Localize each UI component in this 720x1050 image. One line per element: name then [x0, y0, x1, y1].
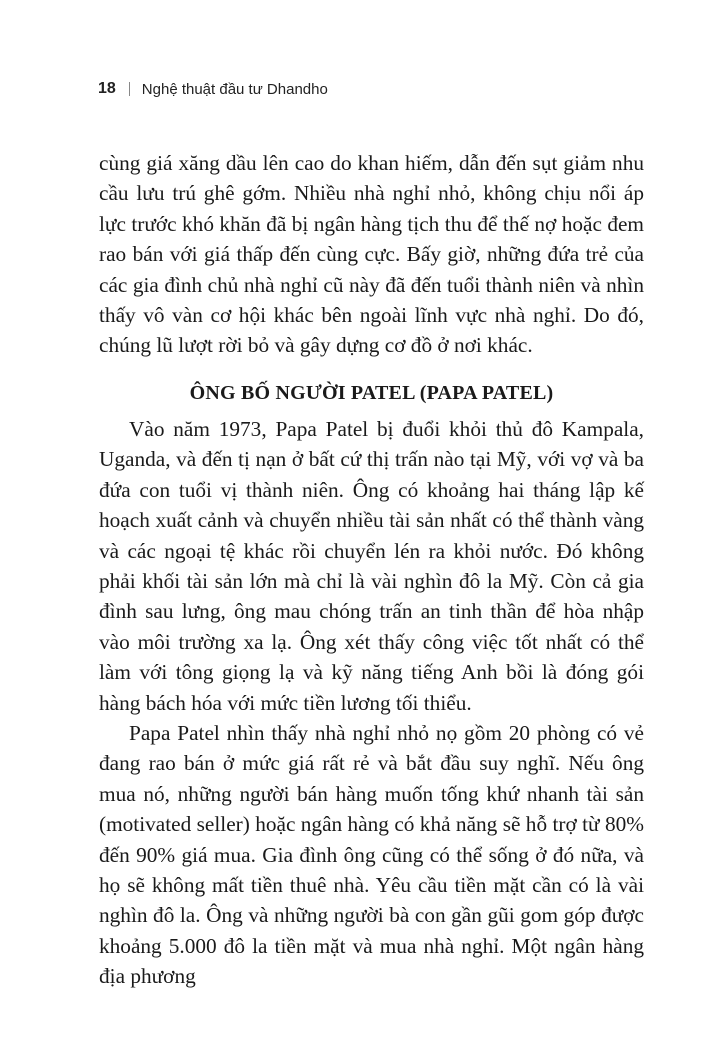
body-text-section-2: [99, 718, 644, 992]
body-text-opening: [99, 148, 644, 361]
running-header: [98, 80, 328, 98]
paragraph-continuation: cùng giá xăng dầu lên cao do khan hiếm, dẫn đến sụt giảm nhu cầu lưu trú ghê gớm. Nhiều nhà nghỉ nhỏ, không chịu nổi áp lực trước khó khăn đã bị ngân hàng tịch thu để thế nợ hoặc đem rao bán với giá thấp đến cùng cực. Bấy giờ, những đứa trẻ của các gia đình chủ nhà nghỉ cũ này đã đến tuổi thành niên và nhìn thấy vô vàn cơ hội khác bên ngoài lĩnh vực nhà nghỉ. Do đó, chúng lũ lượt rời bỏ và gây dựng cơ đồ ở nơi khác.: [99, 151, 644, 358]
book-title: Nghệ thuật đầu tư Dhandho: [141, 80, 328, 98]
header-divider: [129, 82, 130, 96]
body-text-section-1: [99, 414, 644, 718]
paragraph: Papa Patel nhìn thấy nhà nghỉ nhỏ nọ gồm 20 phòng có vẻ đang rao bán ở mức giá rất rẻ và bắt đầu suy nghĩ. Nếu ông mua nó, những người bán hàng muốn tống khứ nhanh tài sản (motivated seller) hoặc ngân hàng có khả năng sẽ hỗ trợ từ 80% đến 90% giá mua. Gia đình ông cũng có thể sống ở đó nữa, và họ sẽ không mất tiền thuê nhà. Yêu cầu tiền mặt cần có là vài nghìn đô la. Ông và những người bà con gần gũi gom góp được khoảng 5.000 đô la tiền mặt và mua nhà nghỉ. Một ngân hàng địa phương: [99, 721, 644, 989]
paragraph: Vào năm 1973, Papa Patel bị đuổi khỏi thủ đô Kampala, Uganda, và đến tị nạn ở bất cứ thị trấn nào tại Mỹ, với vợ và ba đứa con tuổi vị thành niên. Ông có khoảng hai tháng lập kế hoạch xuất cảnh và chuyển nhiều tài sản nhất có thể thành vàng và các ngoại tệ khác rồi chuyển lén ra khỏi nước. Đó không phải khối tài sản lớn mà chỉ là vài nghìn đô la Mỹ. Còn cả gia đình sau lưng, ông mau chóng trấn an tinh thần để hòa nhập vào môi trường xa lạ. Ông xét thấy công việc tốt nhất có thể làm với tông giọng lạ và kỹ năng tiếng Anh bồi là đóng gói hàng bách hóa với mức tiền lương tối thiểu.: [99, 417, 644, 715]
section-heading: ÔNG BỐ NGƯỜI PATEL (PAPA PATEL): [189, 382, 554, 404]
page-number: 18: [98, 80, 116, 97]
